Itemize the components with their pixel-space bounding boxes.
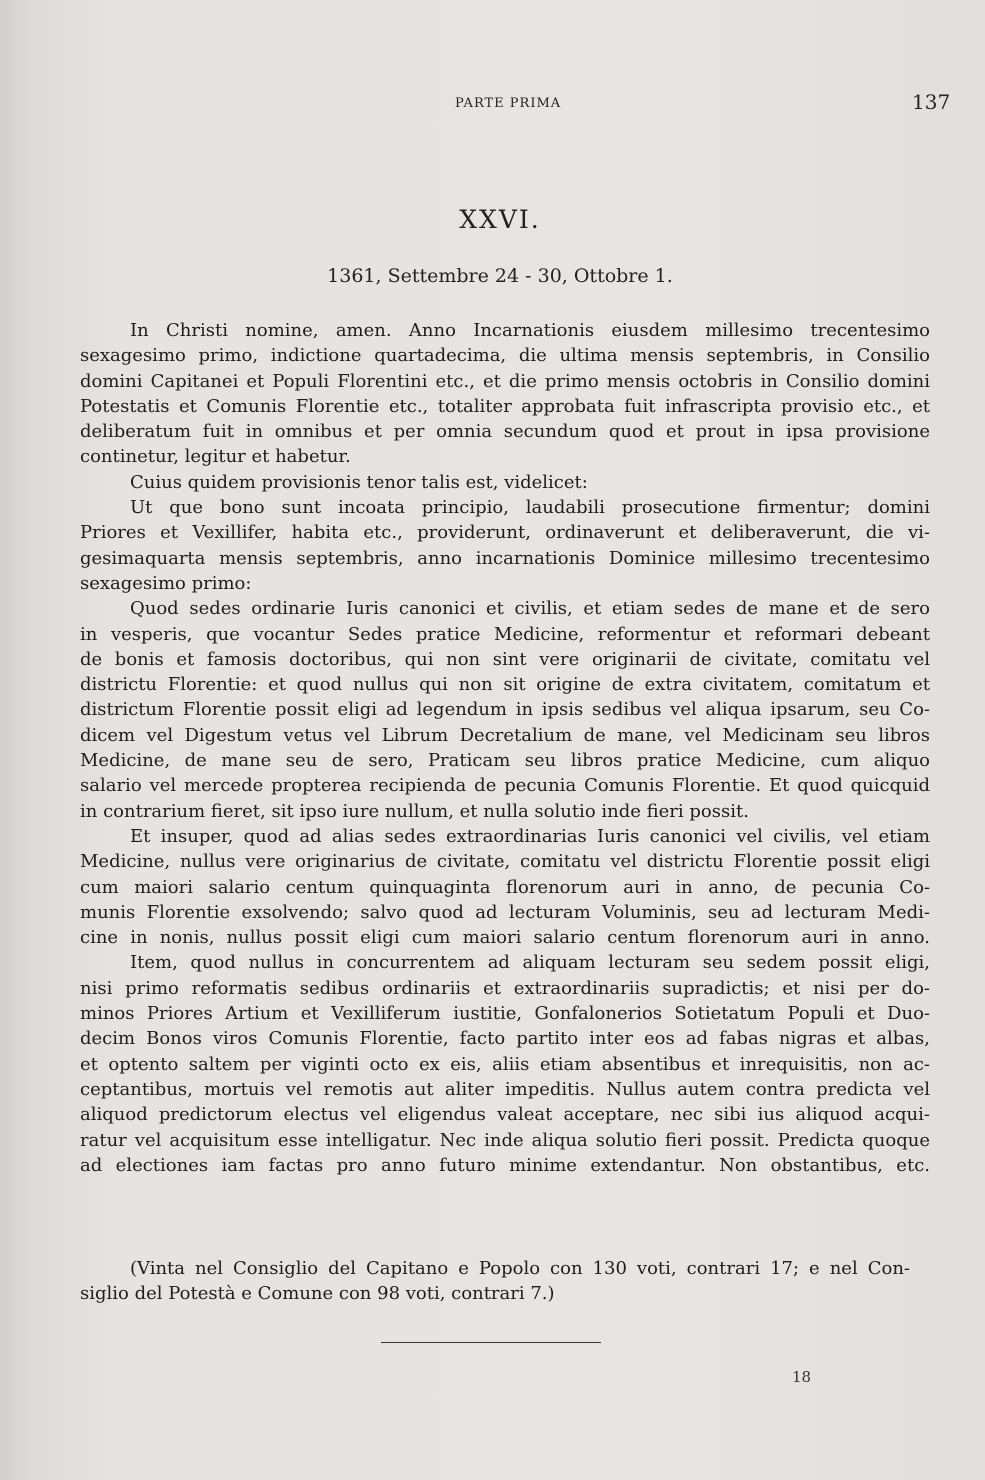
approval-note — [80, 1256, 910, 1307]
paragraph — [80, 318, 930, 470]
text-line: cine in nonis, nullus possit eligi cum maiori salario centum florenorum auri in anno. — [80, 927, 930, 949]
text-line: ratur vel acquisitum esse intelligatur. Nec inde aliqua solutio fieri possit. Predicta quoque — [80, 1129, 930, 1151]
text-line: in contrarium fieret, sit ipso iure nullum, et nulla solutio inde fieri possit. — [80, 800, 749, 822]
text-line: Item, quod nullus in concurrentem ad aliquam lecturam seu sedem possit eligi, — [130, 952, 930, 974]
paragraph — [80, 495, 930, 596]
paragraph — [80, 950, 930, 1178]
text-line: Potestatis et Comunis Florentie etc., totaliter approbata fuit infrascripta provisio etc., et — [80, 395, 930, 417]
signature-mark: 18 — [792, 1368, 812, 1386]
text-line: In Christi nomine, amen. Anno Incarnationis eiusdem millesimo trecentesimo — [130, 320, 930, 341]
text-line: Quod sedes ordinarie Iuris canonici et civilis, et etiam sedes de mane et de sero — [130, 598, 930, 620]
text-line: gesimaquarta mensis septembris, anno incarnationis Dominice millesimo trecentesimo — [80, 547, 930, 569]
text-line: dicem vel Digestum vetus vel Librum Decretalium de mane, vel Medicinam seu libros — [80, 724, 930, 746]
text-line: Medicine, nullus vere originarius de civitate, comitatu vel districtu Florentie possit eligi — [80, 851, 930, 873]
text-line: salario vel mercede propterea recipienda de pecunia Comunis Florentie. Et quod quicquid — [80, 775, 930, 797]
text-line: deliberatum fuit in omnibus et per omnia secundum quod et prout in ipsa provisione — [80, 421, 930, 443]
paragraph — [80, 596, 930, 824]
document-number: XXVI. — [459, 205, 541, 234]
page-number: 137 — [912, 90, 951, 114]
text-line: ceptantibus, mortuis vel remotis aut aliter impeditis. Nullus autem contra predicta vel — [80, 1078, 930, 1100]
text-line: et optento saltem per viginti octo ex eis, aliis etiam absentibus et inrequisitis, non ac- — [80, 1053, 930, 1075]
text-line: nisi primo reformatis sedibus ordinariis et extraordinariis supradictis; et nisi per do- — [80, 977, 930, 999]
text-line: cum maiori salario centum quinquaginta florenorum auri in anno, de pecunia Co- — [80, 876, 930, 898]
text-line: Medicine, de mane seu de sero, Praticam seu libros pratice Medicine, cum aliquo — [80, 750, 930, 772]
document-body — [80, 318, 930, 1178]
text-line: decim Bonos viros Comunis Florentie, facto partito inter eos ad fabas nigras et albas, — [80, 1028, 930, 1050]
running-head: PARTE PRIMA — [455, 96, 562, 111]
text-line: minos Priores Artium et Vexilliferum iustitie, Gonfalonerios Sotietatum Populi et Duo- — [80, 1003, 930, 1025]
text-line: ad electiones iam factas pro anno futuro minime extendantur. Non obstantibus, etc. — [80, 1154, 930, 1176]
text-line: districtu Florentie: et quod nullus qui non sit origine de extra civitatem, comitatum et — [80, 674, 930, 696]
paragraph — [80, 824, 930, 950]
text-line: siglio del Potestà e Comune con 98 voti, contrari 7.) — [80, 1283, 555, 1305]
text-line: Cuius quidem provisionis tenor talis est, videlicet: — [130, 471, 588, 493]
document-date: 1361, Settembre 24 - 30, Ottobre 1. — [327, 265, 673, 287]
text-line: (Vinta nel Consiglio del Capitano e Popolo con 130 voti, contrari 17; e nel Con- — [130, 1258, 910, 1279]
text-line: continetur, legitur et habetur. — [80, 446, 351, 468]
text-line: in vesperis, que vocantur Sedes pratice Medicine, reformentur et reformari debeant — [80, 623, 930, 645]
text-line: Et insuper, quod ad alias sedes extraordinarias Iuris canonici vel civilis, vel etiam — [130, 825, 930, 847]
text-line: Priores et Vexillifer, habita etc., providerunt, ordinaverunt et deliberaverunt, die vi- — [80, 522, 930, 544]
paragraph — [80, 470, 930, 495]
text-line: Ut que bono sunt incoata principio, laudabili prosecutione firmentur; domini — [130, 497, 930, 519]
section-divider — [381, 1342, 601, 1343]
text-line: munis Florentie exsolvendo; salvo quod ad lecturam Voluminis, seu ad lecturam Medi- — [80, 901, 930, 923]
text-line: domini Capitanei et Populi Florentini etc., et die primo mensis octobris in Consilio domini — [80, 370, 930, 392]
text-line: aliquod predictorum electus vel eligendus valeat acceptare, nec sibi ius aliquod acqui- — [80, 1104, 930, 1126]
text-line: districtum Florentie possit eligi ad legendum in ipsis sedibus vel aliqua ipsarum, seu Co- — [80, 699, 930, 721]
text-line: de bonis et famosis doctoribus, qui non sint vere originarii de civitate, comitatu vel — [80, 648, 930, 670]
text-line: sexagesimo primo, indictione quartadecima, die ultima mensis septembris, in Consilio — [80, 345, 930, 367]
text-line: sexagesimo primo: — [80, 572, 252, 594]
